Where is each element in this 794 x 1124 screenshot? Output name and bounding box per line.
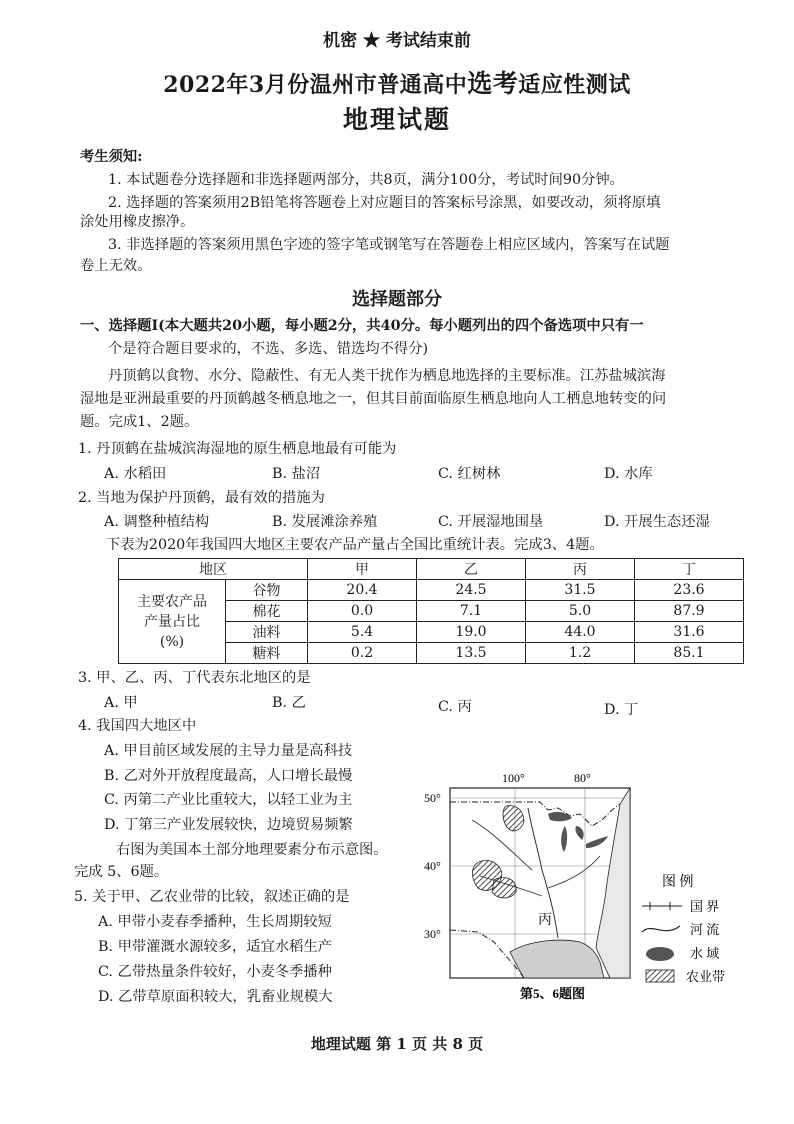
row-group-label: [119, 580, 226, 664]
table-header-cell: 乙: [417, 559, 526, 580]
page-footer: 地理试题 第 1 页 共 8 页: [310, 1035, 484, 1053]
q4-option-c: C. 丙第二产业比重较大，以轻工业为主: [104, 792, 353, 808]
label-lat-50: 50°: [424, 791, 441, 805]
table-header-cell: 丁: [635, 559, 744, 580]
title-part-b: 选考: [467, 69, 519, 98]
table-header-row: [119, 559, 744, 580]
gulf-of-mexico: [510, 940, 604, 978]
q2-option-a: A. 调整种植结构: [104, 514, 210, 530]
passage1-line3: 题。完成1、2题。: [80, 414, 199, 430]
table-cell: 7.1: [417, 601, 526, 622]
table-intro: 下表为2020年我国四大地区主要农产品产量占全国比重统计表。完成3、4题。: [106, 537, 604, 553]
q5-option-d: D. 乙带草原面积较大，乳畜业规模大: [98, 989, 333, 1005]
row-label-line1: 主要农产品: [137, 593, 207, 610]
legend-border-label: 国 界: [690, 899, 720, 914]
table-header-cell: 地区: [119, 559, 308, 580]
table-cell: 20.4: [308, 580, 417, 601]
lake-huron: [575, 826, 583, 840]
part1-line1: 一、选择题Ⅰ(本大题共20小题，每小题2分，共40分。每小题列出的四个备选项中只有一: [80, 318, 644, 334]
q1-option-a: A. 水稻田: [104, 466, 167, 482]
table-header-cell: 丙: [526, 559, 635, 580]
q3-option-a: A. 甲: [104, 695, 138, 711]
table-cell: 31.6: [635, 622, 744, 643]
row-name: 棉花: [226, 601, 308, 622]
legend-river-symbol: [642, 926, 680, 932]
agri-belt-south: [492, 878, 516, 898]
passage1-line2: 湿地是亚洲最重要的丹顶鹤越冬栖息地之一，但其目前面临原生栖息地向人工栖息地转变的问: [80, 391, 667, 407]
table-cell: 85.1: [635, 643, 744, 664]
instruction-3-line1: 3. 非选择题的答案须用黑色字迹的签字笔或钢笔写在答题卷上相应区域内，答案写在试题: [108, 237, 670, 253]
row-label-line2: 产量占比: [144, 613, 200, 630]
q3-option-b: B. 乙: [272, 695, 306, 711]
title-part-c: 适应性测试: [518, 72, 631, 98]
region-label-bing: 丙: [538, 913, 552, 928]
row-label-line3: (%): [159, 633, 185, 650]
row-name: 油料: [226, 622, 308, 643]
passage2-line2: 完成 5、6题。: [74, 864, 169, 880]
legend-river-label: 河 流: [690, 922, 720, 937]
confidential-label: 机密 ★ 考试结束前: [323, 31, 471, 51]
production-table: [118, 558, 744, 664]
ohio-river: [548, 856, 600, 888]
table-cell: 5.0: [526, 601, 635, 622]
q4-option-a: A. 甲目前区域发展的主导力量是高科技: [104, 743, 353, 759]
subject-title: 地理试题: [342, 105, 451, 134]
label-lat-30: 30°: [424, 927, 441, 941]
q3-option-d: D. 丁: [604, 702, 639, 718]
table-cell: 5.4: [308, 622, 417, 643]
instruction-3-line2: 卷上无效。: [80, 258, 152, 274]
section-title: 选择题部分: [352, 289, 442, 310]
q4-stem: 4. 我国四大地区中: [78, 718, 197, 734]
legend-water-symbol: [646, 947, 674, 961]
table-cell: 87.9: [635, 601, 744, 622]
row-name: 谷物: [226, 580, 308, 601]
table-cell: 24.5: [417, 580, 526, 601]
instruction-1: 1. 本试题卷分选择题和非选择题两部分，共8页，满分100分，考试时间90分钟。: [108, 172, 624, 188]
q5-stem: 5. 关于甲、乙农业带的比较，叙述正确的是: [74, 889, 350, 905]
q1-option-c: C. 红树林: [438, 466, 501, 482]
legend-agri-label: 农业带: [686, 969, 726, 984]
table-row: [119, 580, 744, 601]
map-caption: 第5、6题图: [520, 986, 586, 1001]
table-cell: 0.2: [308, 643, 417, 664]
part1-line2: 个是符合题目要求的，不选、多选、错选均不得分): [108, 341, 429, 357]
table-cell: 19.0: [417, 622, 526, 643]
legend-border-symbol: [642, 902, 682, 910]
legend-water-label: 水 域: [690, 946, 720, 961]
q3-stem: 3. 甲、乙、丙、丁代表东北地区的是: [78, 670, 311, 686]
label-lon-80: 80°: [574, 771, 591, 785]
table-cell: 1.2: [526, 643, 635, 664]
label-lon-100: 100°: [502, 771, 525, 785]
table-header-cell: 甲: [308, 559, 417, 580]
q5-option-a: A. 甲带小麦春季播种，生长周期较短: [98, 914, 332, 930]
table-cell: 44.0: [526, 622, 635, 643]
agri-belt-north: [503, 806, 524, 831]
atlantic-ocean: [596, 788, 630, 978]
us-map-figure: [420, 770, 750, 1014]
q1-stem: 1. 丹顶鹤在盐城滨海湿地的原生栖息地最有可能为: [78, 441, 397, 457]
label-lat-40: 40°: [424, 859, 441, 873]
lake-superior: [548, 812, 572, 821]
exam-title: [0, 64, 794, 100]
q3-option-c: C. 丙: [438, 699, 472, 715]
legend-title: 图 例: [662, 875, 694, 890]
table-cell: 0.0: [308, 601, 417, 622]
passage2-line1: 右图为美国本土部分地理要素分布示意图。: [116, 842, 388, 858]
q2-stem: 2. 当地为保护丹顶鹤，最有效的措施为: [78, 490, 325, 506]
table-cell: 23.6: [635, 580, 744, 601]
q1-option-d: D. 水库: [604, 466, 653, 482]
table-cell: 31.5: [526, 580, 635, 601]
q2-option-b: B. 发展滩涂养殖: [272, 514, 378, 530]
q5-option-c: C. 乙带热量条件较好，小麦冬季播种: [98, 964, 332, 980]
q2-option-d: D. 开展生态还湿: [604, 514, 710, 530]
lake-erie: [586, 836, 608, 848]
q5-option-b: B. 甲带灌溉水源较多，适宜水稻生产: [98, 939, 333, 955]
passage1-line1: 丹顶鹤以食物、水分、隐蔽性、有无人类干扰作为栖息地选择的主要标准。江苏盐城滨海: [108, 368, 666, 384]
q4-option-d: D. 丁第三产业发展较快，边境贸易频繁: [104, 817, 353, 833]
title-part-a: 2022年3月份温州市普通高中: [163, 72, 468, 98]
lake-michigan: [561, 826, 567, 852]
q1-option-b: B. 盐沼: [272, 466, 321, 482]
q2-option-c: C. 开展湿地围垦: [438, 514, 544, 530]
row-name: 糖料: [226, 643, 308, 664]
q4-option-b: B. 乙对外开放程度最高，人口增长最慢: [104, 768, 353, 784]
instructions-heading: 考生须知:: [80, 149, 143, 165]
legend-agri-symbol: [646, 970, 674, 982]
table-cell: 13.5: [417, 643, 526, 664]
instruction-2-line2: 涂处用橡皮擦净。: [80, 214, 195, 230]
instruction-2-line1: 2. 选择题的答案须用2B铅笔将答题卷上对应题目的答案标号涂黑，如要改动，须将原填: [108, 195, 661, 211]
us-map-svg: [420, 770, 750, 1010]
